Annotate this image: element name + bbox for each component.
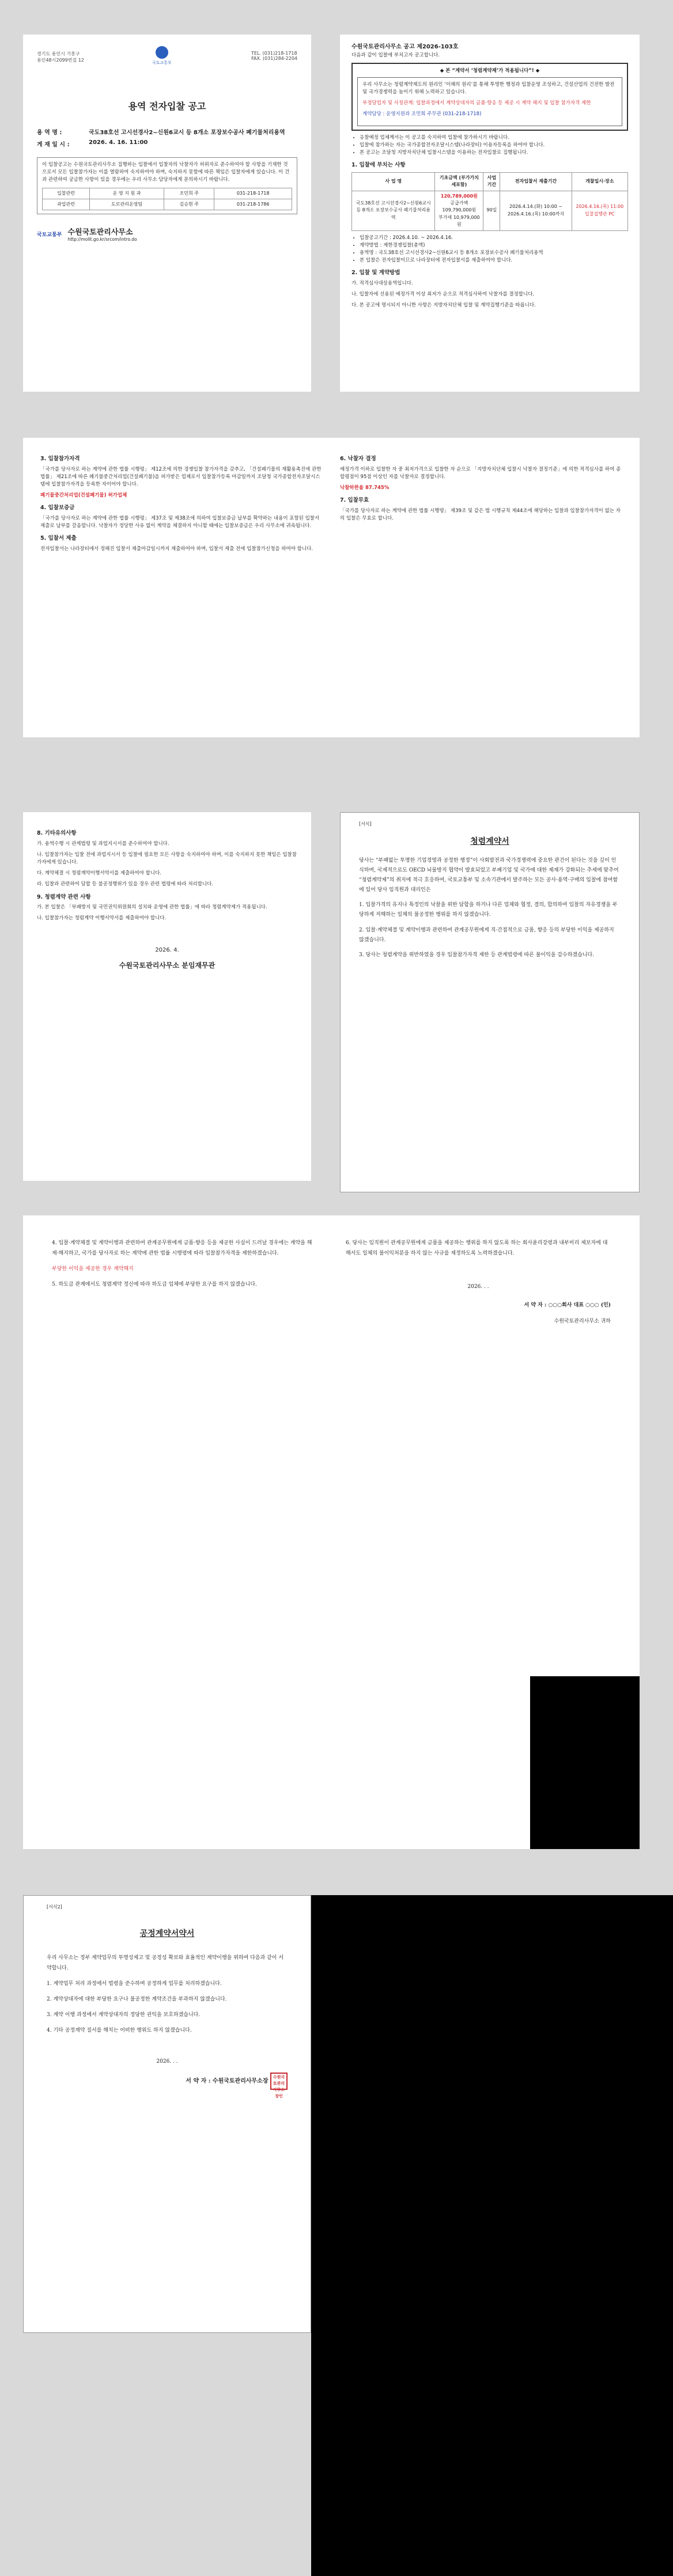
contacts-table — [42, 188, 292, 211]
section1-notes — [351, 234, 628, 265]
banner-line: 우리 사무소는 청렴계약제도의 원리인 ‘이해의 원리’를 통해 투명한 행정과 입찰운영 조성하고, 건설산업의 건전한 발전 및 국가경쟁력을 높이기 위해 노력하고 있습니다. — [362, 81, 615, 96]
tel: TEL. (031)218-1718 — [251, 51, 297, 56]
recipient: 수원국토관리사무소 귀하 — [554, 1319, 611, 1324]
banner-contact: 계약담당 : 운영지원과 조민희 주무관 (031-218-1718) — [362, 111, 482, 118]
notice-page-4 — [23, 812, 311, 1181]
list-item: • 본 입찰은 전자입찰이므로 나라장터에 전자입찰서를 제출하여야 합니다. — [360, 257, 628, 264]
form-item: 1. 계약업무 처리 과정에서 법령을 준수하며 공정하게 업무를 처리하겠습니다. — [47, 1981, 222, 1987]
section-title: 3. 입찰참가자격 — [40, 456, 80, 462]
posted-label: 게 재 일 시 : — [37, 142, 70, 148]
section-title: 9. 청렴계약 관련 사항 — [37, 893, 91, 900]
form-tag: [서식2] — [47, 1904, 62, 1910]
contact-cell: 도로관리운영팀 — [89, 199, 164, 210]
form-title: 청렴계약서 — [470, 837, 509, 846]
banner-line: 부정당업자 및 사칭관계: 입찰과정에서 계약상대자의 금품·향응 등 제공 시 계약 해지 및 입찰 참가자격 제한 — [362, 100, 591, 107]
section-highlight: 폐기물중간처리업(건설폐기물) 허가업체 — [40, 493, 127, 499]
signer-label: 서 약 자 : — [186, 2078, 211, 2085]
form-highlight: 부당한 이익을 제공한 경우 계약해지 — [52, 1266, 134, 1272]
org-footer — [37, 226, 297, 242]
banner-title: ◆ 본 “계약서 ‘청렴계약제’가 적용됩니다”! ◆ — [440, 67, 540, 74]
black-corner — [530, 1676, 640, 1849]
section-title: 1. 입찰에 부치는 사항 — [351, 162, 406, 169]
table-header: 기초금액 (부가가치세포함) — [435, 172, 483, 191]
section-line: 가. 용역수행 시 관계법령 및 과업지시서를 준수하여야 합니다. — [37, 840, 169, 847]
posted-row — [37, 139, 297, 148]
form-title: 공정계약서약서 — [139, 1929, 195, 1938]
signer-value: ○○○회사 대표 ○○○ (인) — [548, 1302, 611, 1308]
section-title: 7. 입찰무효 — [340, 497, 369, 504]
form-item: 5. 하도급 관계에서도 청렴계약 정신에 따라 하도급 업체에 부당한 요구를 하지 않겠습니다. — [52, 1282, 257, 1287]
contact-cell: 조민희 주 — [164, 188, 214, 199]
contact-cell: 031-218-1718 — [214, 188, 292, 199]
page-title: 용역 전자입찰 공고 — [128, 101, 206, 112]
signer-value: 수원국토관리사무소장 — [212, 2078, 269, 2085]
official-seal: 수원국토관리사무소장인 — [270, 2073, 288, 2090]
contact-cell: 031-218-1786 — [214, 199, 292, 210]
emblem-icon — [156, 46, 168, 59]
table-header: 사업기간 — [483, 172, 500, 191]
table-header: 개찰일시·장소 — [572, 172, 627, 191]
notice-intro: 다음과 같이 입찰에 부치고자 공고합니다. — [351, 52, 440, 58]
section-title: 6. 낙찰자 결정 — [340, 456, 376, 462]
notes-list — [351, 134, 628, 157]
signer-row — [346, 1300, 611, 1310]
supply-amount: 공급가액 109,790,000원 — [442, 200, 477, 213]
section-line: 가. 본 입찰은 「부패방지 및 국민권익위원회의 설치와 운영에 관한 법률」에 따라 청렴계약제가 적용됩니다. — [37, 904, 267, 911]
section-text: 「국가를 당사자로 하는 계약에 관한 법률 시행령」 제39조 및 같은 법 시행규칙 제44조에 해당하는 입찰과 입찰참가자격이 없는 자의 입찰은 무효로 합니다. — [340, 507, 621, 522]
form-item: 3. 당사는 청렴계약을 위반하였을 경우 입찰참가자격 제한 등 관계법령에 따른 불이익을 감수하겠습니다. — [359, 952, 595, 958]
emblem-caption: 국토교통부 — [152, 60, 172, 65]
section-title: 5. 입찰서 제출 — [40, 535, 77, 542]
notice-date: 2026. 4. — [155, 946, 179, 953]
org-name: 수원국토관리사무소 — [67, 228, 133, 237]
table-cell: 2026.4.16.(목) 11:00 입찰집행관 PC — [572, 191, 627, 230]
form-item: 1. 입찰가격의 유지나 특정인의 낙찰을 위한 담합을 하거나 다른 업체와 협정, 결의, 합의하여 입찰의 자유경쟁을 부당하게 저해하는 일체의 불공정한 행위를 하지 않겠습니다. — [359, 902, 618, 918]
vat-amount: 부가세 10,979,000원 — [438, 214, 480, 228]
integrity-contract-page-2 — [23, 1215, 640, 1849]
section-line: 다. 본 공고에 명시되지 아니한 사항은 지방자치단체 입찰 및 계약집행기준을 따릅니다. — [351, 302, 536, 309]
table-header-row — [352, 172, 628, 191]
section-line: 라. 입찰과 관련하여 담합 등 불공정행위가 있을 경우 관련 법령에 따라 처리합니다. — [37, 881, 214, 888]
list-item: • 응찰예정 업체께서는 이 공고를 숙지하여 입찰에 참가하시기 바랍니다. — [360, 134, 628, 142]
table-cell: 90일 — [483, 191, 500, 230]
letterhead — [37, 44, 297, 78]
form-item: 2. 입찰·계약체결 및 계약이행과 관련하여 관계공무원에게 직·간접적으로 금품, 향응 등의 부당한 이익을 제공하지 않겠습니다. — [359, 927, 614, 943]
section-title: 8. 기타유의사항 — [37, 830, 77, 836]
notice-text: 이 입찰공고는 수원국토관리사무소 집행하는 입찰에서 입찰자의 낙찰자가 허위자로 준수하여야 할 사항을 기재한 것으로서 모든 입찰참가자는 이를 열람하여 숙지하여야 하며, 숙지하지 못함에 따른 책임은 입찰자에게 있습니다. 이 건과 관련하여 궁금한 사항이 있을 경우에는 우리 사무소 담당자에게 문의하시기 바랍니다. — [42, 162, 290, 183]
table-header: 전자입찰서 제출기간 — [500, 172, 572, 191]
contact-cell: 과업관련 — [43, 199, 90, 210]
subject-label: 용 역 명 : — [37, 130, 62, 136]
table-cell: 2026.4.14.(화) 10:00 ~ 2026.4.16.(목) 10:00까지 — [500, 191, 572, 230]
base-amount: 120,789,000원 — [440, 193, 478, 199]
contact-cell: 입찰관련 — [43, 188, 90, 199]
notice-header: 수원국토관리사무소 공고 제2026-103호 — [351, 44, 459, 50]
signer-label: 서 약 자 : — [524, 1302, 547, 1308]
contact-cell: 김승현 주 — [164, 199, 214, 210]
section-title: 4. 입찰보증금 — [40, 505, 75, 512]
bid-table — [351, 172, 628, 231]
emblem — [152, 46, 172, 66]
form-item: 4. 기타 공정계약 질서를 해치는 어떠한 행위도 하지 않겠습니다. — [47, 2028, 192, 2033]
signer-row — [47, 2073, 288, 2098]
dept-code: 용인48시2099번길 12 — [37, 58, 84, 63]
notice-signer: 수원국토관리사무소 분임재무관 — [119, 961, 215, 970]
form-intro: 당사는 “부패없는 투명한 기업경영과 공정한 행정”이 사회발전과 국가경쟁력에 중요한 관건이 된다는 것을 깊이 인식하며, 국제적으로도 OECD 뇌물방지 협약이 발효되었고 부패기업 및 국가에 대한 제재가 강화되는 추세에 맞추어 “청렴계약제”의 취지에 적극 호응하여, 국토교통부 및 소속기관에서 발주하는 모든 공사·용역·구매의 입찰에 참여함에 있어 당사 임직원과 대리인은 — [359, 858, 619, 893]
table-row — [352, 191, 628, 230]
form-date: 2026. . . — [467, 1284, 489, 1290]
contact-cell: 운 영 지 원 과 — [89, 188, 164, 199]
table-cell — [435, 191, 483, 230]
form-item: 4. 입찰·계약체결 및 계약이행과 관련하여 관계공무원에게 금품·향응 등을 제공한 사실이 드러날 경우에는 계약을 해제·해지하고, 국가를 당사자로 하는 계약에 관한 법률 시행령에 따라 입찰참가자격을 제한하겠습니다. — [52, 1240, 312, 1256]
section-text: 전자입찰서는 나라장터에서 정해진 입찰서 제출마감일시까지 제출하여야 하며, 입찰서 제출 전에 입찰참가신청을 하여야 합니다. — [40, 546, 313, 552]
notice-cover-page — [23, 35, 311, 392]
table-header: 사 업 명 — [352, 172, 435, 191]
integrity-contract-page — [340, 812, 640, 1192]
form-item: 3. 계약 이행 과정에서 계약상대자의 정당한 권익을 보호하겠습니다. — [47, 2012, 201, 2018]
form-item: 2. 계약상대자에 대한 부당한 요구나 불공정한 계약조건을 부과하지 않겠습니다. — [47, 1997, 227, 2002]
org-url[interactable]: http://molit.go.kr/srcom/intro.do — [67, 237, 137, 243]
list-item: • 용역명 : 국도38호선 고시선경사2~신원6교시 등 8개소 포장보수공사 폐기물처리용역 — [360, 249, 628, 257]
form-intro: 우리 사무소는 정부 계약업무의 투명성제고 및 공정성 확보와 효율적인 계약이행을 위하여 다음과 같이 서약합니다. — [47, 1955, 284, 1971]
section-line: 나. 입찰참가자는 청렴계약 이행서약서를 제출하여야 합니다. — [37, 915, 167, 922]
table-cell: 국도38호선 고시선경사2~신원6교시 등 8개소 포장보수공사 폐기물처리용역 — [352, 191, 435, 230]
notice-page-3 — [23, 438, 640, 737]
list-item: • 입찰공고기간 : 2026.4.10. ~ 2026.4.16. — [360, 234, 628, 242]
table-row — [43, 199, 292, 210]
section-text: 「국가를 당사자로 하는 계약에 관한 법률 시행령」 제12조에 의한 경쟁입찰 참가자격을 갖추고, 「건설폐기물의 재활용촉진에 관한 법률」 제21조에 따른 폐기물중간처리업(건설폐기물)을 허가받은 업체로서 입찰참가등록 마감일까지 조달청 국가종합전자조달시스템에 입찰참가자격을 등록한 자이어야 합니다. — [40, 466, 322, 488]
fax: FAX. (031)284-2204 — [251, 56, 297, 61]
list-item: • 본 공고는 조달청 지방자치단체 입찰시스템을 이용하는 전자입찰로 집행됩니다. — [360, 149, 628, 157]
section-line: 가. 적격심사대상용역입니다. — [351, 280, 413, 286]
subject-value: 국도38호선 고시선경사2~신원6교시 등 8개소 포장보수공사 폐기물처리용역 — [89, 130, 285, 136]
integrity-banner — [351, 63, 628, 131]
form-item: 6. 당사는 임직원이 관계공무원에게 금품을 제공하는 행위를 하지 않도록 하는 회사윤리강령과 내부비리 제보자에 대해서도 일체의 불이익처분을 하지 않는 사규를 제정하도록 노력하겠습니다. — [346, 1240, 608, 1256]
section-line: 나. 입찰자에 선용된 예정가격 이상 최저가 순으로 적격심사하여 낙찰자를 결정합니다. — [351, 291, 535, 298]
section-line: 다. 계약체결 시 청렴계약이행서약서를 제출하여야 합니다. — [37, 870, 161, 877]
section-line: 나. 입찰참가자는 입찰 전에 과업지시서 등 입찰에 필요한 모든 사항을 숙지하여야 하며, 이를 숙지하지 못한 책임은 입찰참가자에게 있습니다. — [37, 851, 297, 866]
section-text: 「국가를 당사자로 하는 계약에 관한 법률 시행령」 제37조 및 제38조에 의하여 입찰보증금 납부를 확약하는 내용이 포함된 입찰서 제출로 납부를 갈음합니다. 낙찰자가 정당한 사유 없이 계약을 체결하지 아니할 때에는 입찰보증금은 우리 사무소에 귀속됩니다. — [40, 516, 320, 529]
list-item: • 입찰에 참가하는 자는 국가종합전자조달시스템(나라장터) 이용자등록을 하여야 합니다. — [360, 142, 628, 149]
org-logo: 국토교통부 — [37, 232, 62, 238]
posted-value: 2026. 4. 16. 11:00 — [89, 139, 148, 146]
subject-row — [37, 127, 297, 136]
section-title: 2. 입찰 및 계약방법 — [351, 270, 400, 276]
dept-address: 경기도 용인시 기흥구 — [37, 51, 80, 56]
table-row — [43, 188, 292, 199]
black-area — [311, 1895, 673, 2576]
section-highlight: 낙찰하한율 87.745% — [340, 485, 390, 491]
fair-contract-page — [23, 1895, 311, 2333]
form-date: 2026. . . — [156, 2059, 178, 2064]
notice-box — [37, 157, 297, 214]
form-tag: [서식] — [359, 821, 372, 827]
section-text: 예정가격 이하로 입찰한 자 중 최저가격으로 입찰한 자 순으로 「지방자치단체 입찰시 낙찰자 결정기준」에 의한 적격심사를 하여 종합평점이 95점 이상인 자를 낙찰자로 결정합니다. — [340, 466, 621, 480]
list-item: • 계약방법 : 제한경쟁입찰(총액) — [360, 242, 628, 249]
notice-detail-page — [340, 35, 640, 392]
